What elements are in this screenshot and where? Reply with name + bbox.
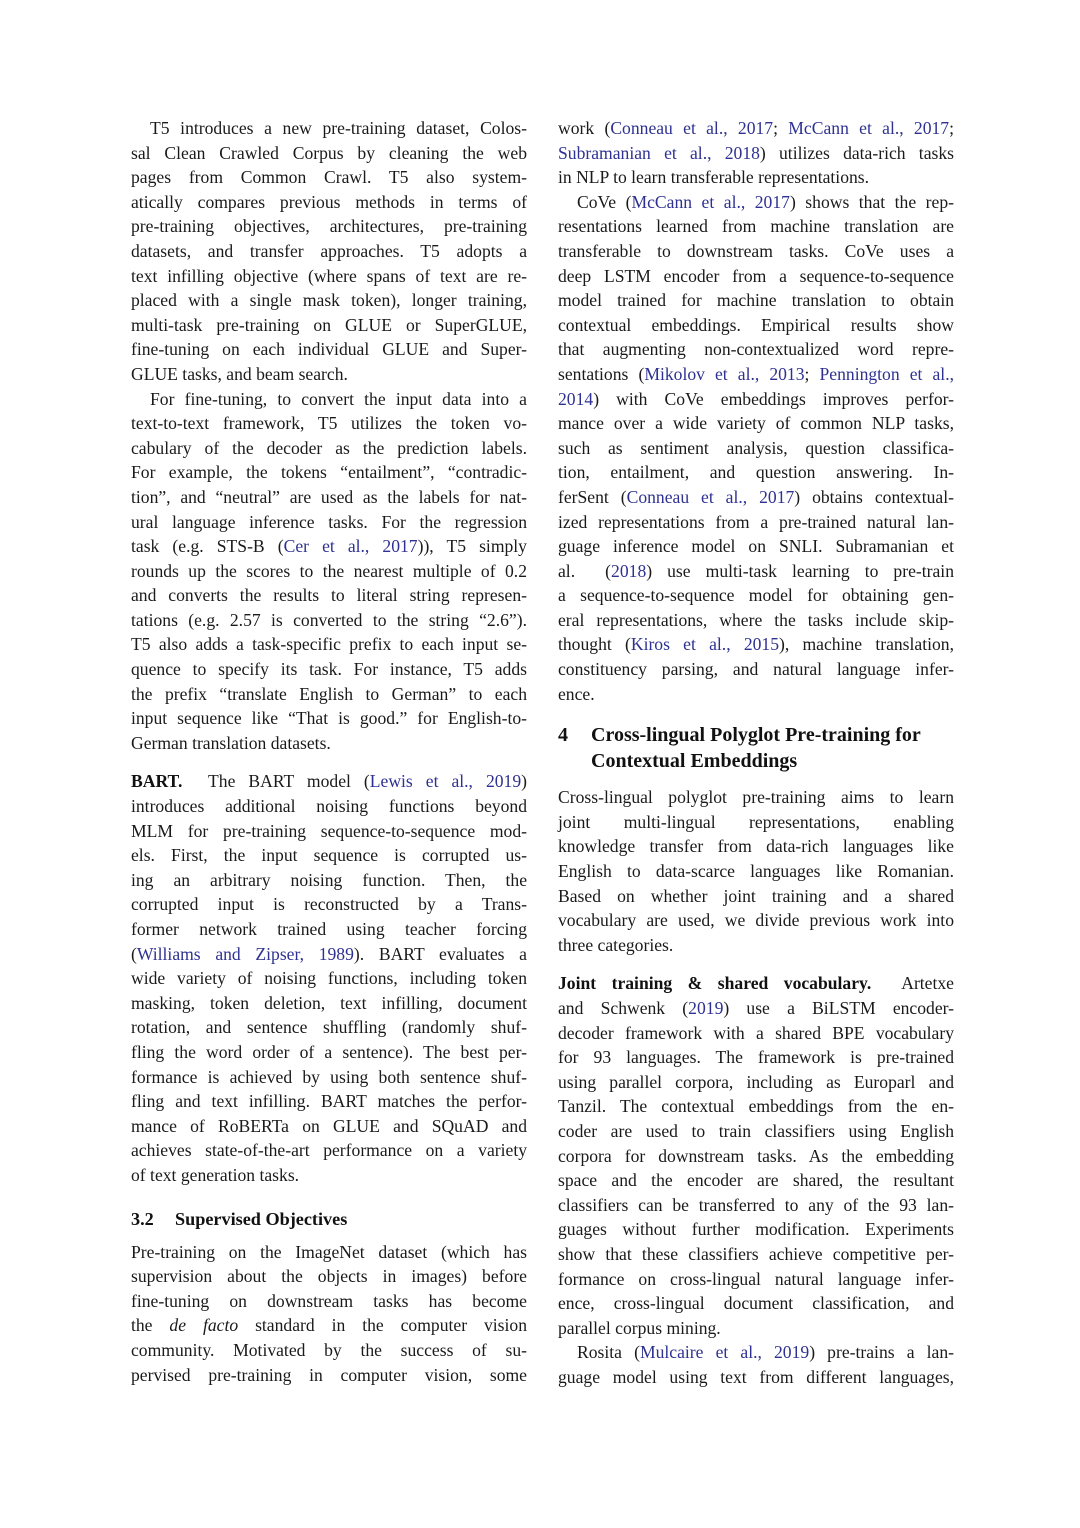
text-line: GLUE tasks, and beam search. <box>131 363 348 384</box>
text-line: wide variety of noising functions, including token <box>131 968 527 989</box>
text-line: sal Clean Crawled Corpus by cleaning the web <box>131 142 527 163</box>
text-line <box>558 971 954 996</box>
text-line: such as sentiment analysis, question classifica- <box>558 437 954 458</box>
text-line: Tanzil. The contextual embeddings from the en- <box>558 1096 954 1117</box>
text-line: deep LSTM encoder from a sequence-to-sequence <box>558 265 954 286</box>
text-line <box>558 996 954 1021</box>
text-line: T5 introduces a new pre-training dataset, Colos- <box>150 118 527 138</box>
text-line: input sequence like “That is good.” for English-to- <box>131 708 527 729</box>
section-heading-4 <box>558 722 954 774</box>
text-fragment: ( <box>131 943 137 964</box>
text-fragment: )), T5 simply <box>417 536 527 557</box>
supervised-paragraph <box>131 1240 527 1388</box>
text-line: German translation datasets. <box>131 732 331 753</box>
text-fragment: sentations ( <box>558 363 645 384</box>
bart-paragraph <box>131 769 527 1187</box>
citation-link[interactable]: Mulcaire et al., 2019 <box>639 1342 810 1363</box>
citation-link[interactable]: 2018 <box>611 560 647 581</box>
spacer <box>131 1188 527 1206</box>
text-fragment: ) pre-trains a lan- <box>809 1342 954 1363</box>
text-line: guages without further modification. Experiments <box>558 1219 954 1240</box>
text-line: fine-tuning on each individual GLUE and Super- <box>131 339 527 360</box>
citation-link[interactable]: Pennington et al., <box>819 363 954 384</box>
text-line: contextual embeddings. Empirical results show <box>558 314 954 335</box>
text-line: decoder framework with a shared BPE vocabulary <box>558 1022 954 1043</box>
text-line: guage model using text from different languages, <box>558 1366 954 1387</box>
text-fragment: the <box>131 1315 170 1336</box>
citation-link[interactable]: Mikolov et al., 2013 <box>644 363 805 384</box>
text-line: rounds up the scores to the nearest multiple of 0.2 <box>131 560 527 581</box>
section-number: 3.2 <box>131 1208 154 1229</box>
text-line: pervised pre-training in computer vision, some <box>131 1364 527 1385</box>
section-title: Contextual Embeddings <box>591 750 798 773</box>
text-line: community. Motivated by the success of su- <box>131 1339 527 1360</box>
text-line: for 93 languages. The framework is pre-trained <box>558 1047 954 1068</box>
citation-link[interactable]: Kiros et al., 2015 <box>630 634 780 655</box>
t5-finetuning-paragraph <box>131 387 527 756</box>
spacer <box>131 755 527 769</box>
text-fragment: The BART model ( <box>182 771 370 792</box>
text-fragment: al. ( <box>558 560 612 581</box>
text-line <box>558 485 954 510</box>
text-line: guage inference model on SNLI. Subramanian et <box>558 536 954 557</box>
text-line: supervision about the objects in images) before <box>131 1266 527 1287</box>
text-fragment: ) with CoVe embeddings improves perfor- <box>593 388 954 409</box>
left-column <box>131 116 527 1387</box>
text-fragment: Artetxe <box>871 973 954 994</box>
text-line: transferable to downstream tasks. CoVe uses a <box>558 240 954 261</box>
text-line: els. First, the input sequence is corrupted us- <box>131 845 527 866</box>
text-line <box>558 1340 954 1365</box>
text-line <box>558 141 954 166</box>
text-line: T5 also adds a task-specific prefix to each input se- <box>131 634 527 655</box>
citation-link[interactable]: Lewis et al., 2019 <box>369 771 522 792</box>
text-line: of text generation tasks. <box>131 1164 300 1185</box>
text-line: ing an arbitrary noising function. Then, the <box>131 869 527 890</box>
citation-link[interactable]: Subramanian et al., 2018 <box>558 142 760 163</box>
text-line: coder are used to train classifiers using English <box>558 1120 954 1141</box>
text-fragment: and Schwenk ( <box>558 998 689 1018</box>
text-line: ence. <box>558 683 595 704</box>
text-line: atically compares previous methods in terms of <box>131 191 527 212</box>
text-line: datasets, and transfer approaches. T5 adopts a <box>131 240 527 261</box>
text-line: mance of RoBERTa on GLUE and SQuAD and <box>131 1115 527 1136</box>
text-line <box>131 769 527 794</box>
text-line: ized representations from a pre-trained natural lan- <box>558 511 954 532</box>
text-line: vocabulary are used, we divide previous work into <box>558 910 954 931</box>
citation-link[interactable]: Conneau et al., 2017 <box>610 118 774 138</box>
text-line: introduces additional noising functions beyond <box>131 796 527 817</box>
text-line: in NLP to learn transferable representations. <box>558 167 870 188</box>
text-line: former network trained using teacher forcing <box>131 919 527 939</box>
text-line: corrupted input is reconstructed by a Trans- <box>131 894 527 915</box>
text-line: Cross-lingual polyglot pre-training aims to learn <box>558 787 954 808</box>
text-fragment: ) shows that the rep- <box>789 191 954 212</box>
text-fragment: ) <box>521 771 527 792</box>
text-line: three categories. <box>558 934 674 955</box>
polyglot-intro-paragraph <box>558 785 954 957</box>
text-line: ural language inference tasks. For the regression <box>131 511 527 532</box>
text-line: For example, the tokens “entailment”, “contradic- <box>131 462 527 483</box>
text-line: knowledge transfer from data-rich languages like <box>558 836 954 857</box>
text-line: tion”, and “neutral” are used as the labels for nat- <box>131 486 527 507</box>
citation-link[interactable]: McCann et al., 2017 <box>631 191 790 212</box>
text-line: fling the word order of a sentence). The best per- <box>131 1041 527 1062</box>
cove-paragraph <box>558 190 954 706</box>
text-line: corpora for downstream tasks. As the embedding <box>558 1145 954 1166</box>
joint-training-paragraph <box>558 971 954 1340</box>
text-line: joint multi-lingual representations, enabling <box>558 811 954 832</box>
text-line <box>131 942 527 967</box>
text-line: constituency parsing, and natural language infer- <box>558 659 954 680</box>
text-fragment: ; <box>804 363 820 384</box>
paragraph-heading: Joint training & shared vocabulary. <box>558 973 872 994</box>
text-fragment: task (e.g. STS-B ( <box>131 536 284 557</box>
text-line: achieves state-of-the-art performance on a variety <box>131 1140 527 1161</box>
text-line: multi-task pre-training on GLUE or SuperGLUE, <box>131 314 527 335</box>
text-line: using parallel corpora, including as Europarl and <box>558 1071 954 1092</box>
text-line: a sequence-to-sequence model for obtaining gen- <box>558 585 954 606</box>
spacer <box>558 774 954 785</box>
text-line: rotation, and sentence shuffling (randomly shuf- <box>131 1017 527 1038</box>
text-line: formance is achieved by using both sentence shuf- <box>131 1066 527 1087</box>
citation-link[interactable]: 2014 <box>558 388 594 409</box>
text-fragment: standard in the computer vision <box>238 1315 527 1336</box>
text-line: tations (e.g. 2.57 is converted to the string “2.6”). <box>131 609 527 630</box>
text-line: resentations learned from machine translation are <box>558 216 954 237</box>
text-line <box>558 362 954 387</box>
text-line: text-to-text framework, T5 utilizes the token vo- <box>131 413 527 434</box>
text-fragment: thought ( <box>558 634 631 655</box>
text-line: pre-training objectives, architectures, pre-training <box>131 216 527 237</box>
text-line: text infilling objective (where spans of text are re- <box>131 265 527 286</box>
t5-paragraph <box>131 116 527 387</box>
text-line: fling and text infilling. BART matches the perfor- <box>131 1091 527 1112</box>
citation-link[interactable]: Conneau et al., 2017 <box>626 486 795 507</box>
text-line: tion, entailment, and question answering. In- <box>558 462 954 483</box>
text-line: show that these classifiers achieve competitive per- <box>558 1243 954 1264</box>
multitask-paragraph <box>558 116 954 190</box>
text-line: parallel corpus mining. <box>558 1317 721 1338</box>
text-line <box>558 190 954 215</box>
text-fragment: ) utilizes data-rich tasks <box>759 142 954 163</box>
section-title: Cross-lingual Polyglot Pre-training for <box>591 724 921 747</box>
section-title: Supervised Objectives <box>175 1208 348 1229</box>
text-line: Pre-training on the ImageNet dataset (which has <box>131 1241 527 1262</box>
spacer <box>558 957 954 971</box>
citation-link[interactable]: 2019 <box>688 998 724 1018</box>
text-fragment: work ( <box>558 118 611 138</box>
text-line: classifiers can be transferred to any of the 93 lan- <box>558 1194 954 1215</box>
section-title-row <box>558 722 954 748</box>
text-line <box>558 632 954 657</box>
text-line <box>131 1313 527 1338</box>
text-fragment: Rosita ( <box>577 1342 640 1363</box>
paragraph-heading: BART. <box>131 771 183 792</box>
section-title-row <box>558 748 954 774</box>
citation-link[interactable]: Cer et al., 2017 <box>283 536 418 557</box>
text-line: pages from Common Crawl. T5 also system- <box>131 167 527 188</box>
text-fragment: ; <box>773 118 789 138</box>
text-line: cabulary of the decoder as the prediction labels. <box>131 437 527 458</box>
text-line: formance on cross-lingual natural language infer- <box>558 1268 954 1289</box>
right-column <box>558 116 954 1390</box>
spacer <box>558 706 954 722</box>
text-line <box>558 559 954 584</box>
text-line: ence, cross-lingual document classification, and <box>558 1293 954 1314</box>
text-line: Based on whether joint training and a shared <box>558 885 954 906</box>
text-line: For fine-tuning, to convert the input data into a <box>150 388 527 409</box>
text-line: placed with a single mask token), longer training, <box>131 290 527 311</box>
text-line: that augmenting non-contextualized word repre- <box>558 339 954 360</box>
text-fragment: ), machine translation, <box>779 634 954 655</box>
text-line <box>558 387 954 412</box>
text-line: fine-tuning on downstream tasks has become <box>131 1290 527 1311</box>
text-line: model trained for machine translation to obtain <box>558 290 954 311</box>
emphasis: de facto <box>169 1315 239 1336</box>
text-line <box>131 534 527 559</box>
text-fragment: ; <box>949 118 954 138</box>
section-heading-3-2 <box>131 1206 527 1232</box>
text-fragment: ). BART evaluates a <box>353 943 527 964</box>
text-line: mance over a wide variety of common NLP tasks, <box>558 413 954 434</box>
text-line: quence to specify its task. For instance, T5 adds <box>131 659 527 680</box>
spacer <box>131 1232 527 1240</box>
text-line: space and the encoder are shared, the resultant <box>558 1170 954 1191</box>
text-fragment: ) use multi-task learning to pre-train <box>646 560 954 581</box>
rosita-paragraph <box>558 1340 954 1389</box>
text-line: eral representations, where the tasks include skip- <box>558 609 954 630</box>
text-line: English to data-scarce languages like Romanian. <box>558 861 954 882</box>
text-fragment: ferSent ( <box>558 486 627 507</box>
text-line: the prefix “translate English to German” to each <box>131 683 527 704</box>
text-fragment: ) use a BiLSTM encoder- <box>723 998 954 1018</box>
text-line: and converts the results to literal string represen- <box>131 585 527 606</box>
section-number: 4 <box>558 724 568 747</box>
text-fragment: ) obtains contextual- <box>794 486 954 507</box>
citation-link[interactable]: McCann et al., 2017 <box>788 118 950 138</box>
citation-link[interactable]: Williams and Zipser, 1989 <box>136 943 354 964</box>
text-fragment: CoVe ( <box>577 191 632 212</box>
text-line <box>558 116 954 141</box>
text-line: MLM for pre-training sequence-to-sequence mod- <box>131 820 527 841</box>
text-line: masking, token deletion, text infilling, document <box>131 992 527 1013</box>
